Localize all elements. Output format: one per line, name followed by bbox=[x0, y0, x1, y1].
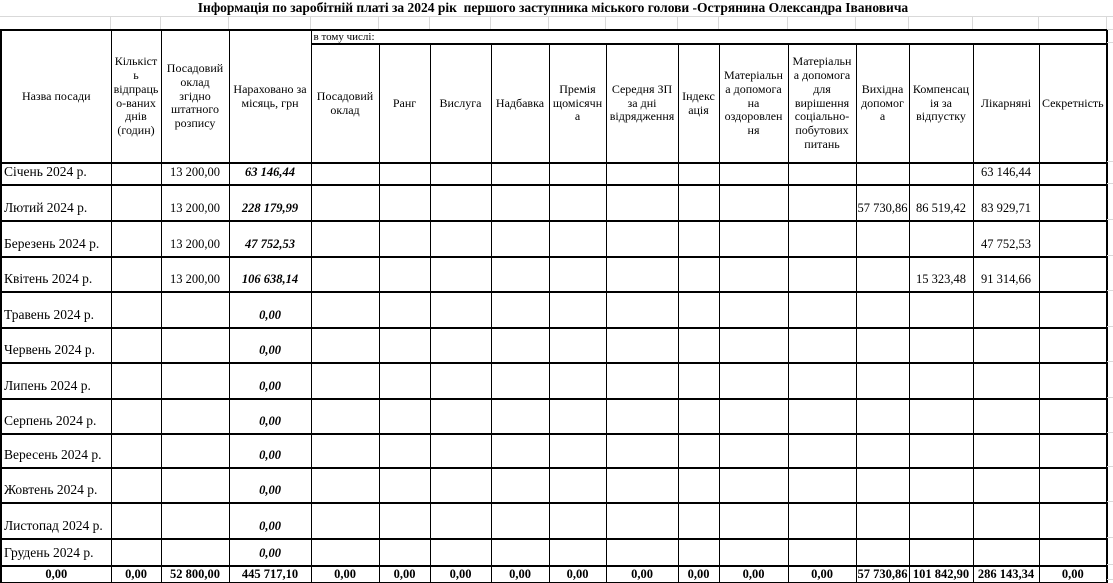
cell-official-salary bbox=[311, 503, 379, 539]
cell-social-aid bbox=[788, 399, 856, 434]
column-header-sick-pay: Лікарняні bbox=[973, 44, 1039, 163]
totals-cell-avg-trip-pay: 0,00 bbox=[606, 566, 678, 583]
cell-indexation bbox=[678, 328, 719, 363]
cell-secrecy bbox=[1039, 185, 1107, 221]
cell-severance bbox=[856, 539, 909, 566]
cell-avg-trip-pay bbox=[606, 399, 678, 434]
row-label-month: Листопад 2024 р. bbox=[1, 503, 111, 539]
cell-days bbox=[111, 163, 161, 185]
cell-days bbox=[111, 503, 161, 539]
cell-sick-pay: 47 752,53 bbox=[973, 221, 1039, 257]
cell-rank bbox=[379, 163, 430, 185]
cell-allowance bbox=[491, 221, 549, 257]
cell-days bbox=[111, 257, 161, 292]
cell-rank bbox=[379, 399, 430, 434]
cell-avg-trip-pay bbox=[606, 539, 678, 566]
cell-avg-trip-pay bbox=[606, 468, 678, 503]
row-label-month: Березень 2024 р. bbox=[1, 221, 111, 257]
cell-rank bbox=[379, 434, 430, 468]
cell-vacation-compensation bbox=[909, 399, 973, 434]
row-label-month: Лютий 2024 р. bbox=[1, 185, 111, 221]
cell-days bbox=[111, 328, 161, 363]
row-label-month: Грудень 2024 р. bbox=[1, 539, 111, 566]
cell-severance bbox=[856, 163, 909, 185]
cell-avg-trip-pay bbox=[606, 434, 678, 468]
column-header-monthly-bonus: Премія щомісячна bbox=[549, 44, 606, 163]
cell-indexation bbox=[678, 468, 719, 503]
cell-indexation bbox=[678, 292, 719, 328]
row-label-month: Вересень 2024 р. bbox=[1, 434, 111, 468]
group-header-including: в тому числі: bbox=[311, 30, 1107, 44]
cell-official-salary bbox=[311, 163, 379, 185]
cell-social-aid bbox=[788, 257, 856, 292]
cell-avg-trip-pay bbox=[606, 292, 678, 328]
cell-rank bbox=[379, 257, 430, 292]
cell-vacation-compensation bbox=[909, 468, 973, 503]
cell-severance bbox=[856, 257, 909, 292]
cell-allowance bbox=[491, 539, 549, 566]
cell-days bbox=[111, 468, 161, 503]
cell-salary-staffing: 13 200,00 bbox=[161, 185, 229, 221]
cell-avg-trip-pay bbox=[606, 257, 678, 292]
cell-seniority bbox=[430, 434, 491, 468]
cell-secrecy bbox=[1039, 399, 1107, 434]
column-header-social-aid: Матеріальна допомога для вирішення соціально-побутових питань bbox=[788, 44, 856, 163]
totals-cell-monthly-bonus: 0,00 bbox=[549, 566, 606, 583]
cell-vacation-compensation bbox=[909, 434, 973, 468]
cell-days bbox=[111, 185, 161, 221]
cell-avg-trip-pay bbox=[606, 185, 678, 221]
gridline bbox=[1107, 42, 1113, 43]
cell-vacation-compensation bbox=[909, 221, 973, 257]
cell-social-aid bbox=[788, 468, 856, 503]
cell-severance bbox=[856, 221, 909, 257]
totals-label-cell: 0,00 bbox=[1, 566, 111, 583]
cell-seniority bbox=[430, 399, 491, 434]
cell-secrecy bbox=[1039, 328, 1107, 363]
cell-vacation-compensation: 15 323,48 bbox=[909, 257, 973, 292]
totals-cell-severance: 57 730,86 bbox=[856, 566, 909, 583]
cell-secrecy bbox=[1039, 468, 1107, 503]
cell-monthly-bonus bbox=[549, 328, 606, 363]
cell-avg-trip-pay bbox=[606, 221, 678, 257]
table-row-4 bbox=[1, 257, 1107, 292]
cell-salary-staffing bbox=[161, 434, 229, 468]
table-row-12 bbox=[1, 539, 1107, 566]
totals-cell-allowance: 0,00 bbox=[491, 566, 549, 583]
cell-official-salary bbox=[311, 434, 379, 468]
cell-salary-staffing: 13 200,00 bbox=[161, 257, 229, 292]
cell-health-aid bbox=[719, 503, 788, 539]
cell-sick-pay bbox=[973, 363, 1039, 399]
cell-vacation-compensation bbox=[909, 363, 973, 399]
cell-allowance bbox=[491, 434, 549, 468]
cell-days bbox=[111, 363, 161, 399]
cell-accrued: 0,00 bbox=[229, 328, 311, 363]
column-header-rank: Ранг bbox=[379, 44, 430, 163]
cell-health-aid bbox=[719, 292, 788, 328]
cell-indexation bbox=[678, 221, 719, 257]
cell-allowance bbox=[491, 292, 549, 328]
cell-vacation-compensation bbox=[909, 503, 973, 539]
cell-avg-trip-pay bbox=[606, 363, 678, 399]
row-label-month: Січень 2024 р. bbox=[1, 163, 111, 185]
column-header-seniority: Вислуга bbox=[430, 44, 491, 163]
cell-accrued: 0,00 bbox=[229, 363, 311, 399]
cell-severance bbox=[856, 468, 909, 503]
totals-cell-sick-pay: 286 143,34 bbox=[973, 566, 1039, 583]
column-header-secrecy: Секретність bbox=[1039, 44, 1107, 163]
cell-social-aid bbox=[788, 292, 856, 328]
cell-seniority bbox=[430, 221, 491, 257]
cell-allowance bbox=[491, 503, 549, 539]
cell-indexation bbox=[678, 399, 719, 434]
totals-cell-secrecy: 0,00 bbox=[1039, 566, 1107, 583]
totals-cell-seniority: 0,00 bbox=[430, 566, 491, 583]
cell-accrued: 0,00 bbox=[229, 468, 311, 503]
cell-seniority bbox=[430, 468, 491, 503]
cell-salary-staffing bbox=[161, 539, 229, 566]
cell-monthly-bonus bbox=[549, 257, 606, 292]
cell-severance bbox=[856, 328, 909, 363]
gridline bbox=[1107, 537, 1113, 538]
gridline bbox=[1107, 161, 1113, 162]
cell-days bbox=[111, 539, 161, 566]
cell-seniority bbox=[430, 539, 491, 566]
cell-monthly-bonus bbox=[549, 539, 606, 566]
totals-cell-salary-staffing: 52 800,00 bbox=[161, 566, 229, 583]
cell-sick-pay bbox=[973, 468, 1039, 503]
cell-salary-staffing bbox=[161, 399, 229, 434]
cell-health-aid bbox=[719, 434, 788, 468]
cell-indexation bbox=[678, 539, 719, 566]
cell-avg-trip-pay bbox=[606, 503, 678, 539]
cell-social-aid bbox=[788, 434, 856, 468]
cell-health-aid bbox=[719, 328, 788, 363]
totals-cell-vacation-compensation: 101 842,90 bbox=[909, 566, 973, 583]
cell-accrued: 63 146,44 bbox=[229, 163, 311, 185]
cell-accrued: 47 752,53 bbox=[229, 221, 311, 257]
cell-days bbox=[111, 434, 161, 468]
salary-table bbox=[0, 29, 1108, 583]
cell-official-salary bbox=[311, 468, 379, 503]
cell-health-aid bbox=[719, 363, 788, 399]
cell-seniority bbox=[430, 328, 491, 363]
row-label-month: Серпень 2024 р. bbox=[1, 399, 111, 434]
cell-indexation bbox=[678, 257, 719, 292]
column-header-days-worked: Кількість відпрацьо-ваних днів (годин) bbox=[111, 30, 161, 163]
cell-seniority bbox=[430, 163, 491, 185]
cell-monthly-bonus bbox=[549, 468, 606, 503]
cell-severance bbox=[856, 503, 909, 539]
cell-health-aid bbox=[719, 257, 788, 292]
column-header-vacation-compensation: Компенсація за відпустку bbox=[909, 44, 973, 163]
cell-vacation-compensation: 86 519,42 bbox=[909, 185, 973, 221]
gridline bbox=[1107, 397, 1113, 398]
cell-monthly-bonus bbox=[549, 221, 606, 257]
cell-allowance bbox=[491, 363, 549, 399]
cell-salary-staffing bbox=[161, 363, 229, 399]
cell-seniority bbox=[430, 292, 491, 328]
cell-health-aid bbox=[719, 185, 788, 221]
cell-rank bbox=[379, 328, 430, 363]
totals-cell-days: 0,00 bbox=[111, 566, 161, 583]
totals-cell-social-aid: 0,00 bbox=[788, 566, 856, 583]
cell-social-aid bbox=[788, 539, 856, 566]
cell-accrued: 0,00 bbox=[229, 434, 311, 468]
cell-official-salary bbox=[311, 292, 379, 328]
cell-social-aid bbox=[788, 503, 856, 539]
cell-seniority bbox=[430, 185, 491, 221]
cell-rank bbox=[379, 363, 430, 399]
column-header-position: Назва посади bbox=[1, 30, 111, 163]
cell-official-salary bbox=[311, 185, 379, 221]
row-label-month: Квітень 2024 р. bbox=[1, 257, 111, 292]
cell-sick-pay bbox=[973, 328, 1039, 363]
cell-severance: 57 730,86 bbox=[856, 185, 909, 221]
gridline bbox=[1107, 564, 1113, 565]
cell-social-aid bbox=[788, 163, 856, 185]
cell-vacation-compensation bbox=[909, 328, 973, 363]
cell-secrecy bbox=[1039, 539, 1107, 566]
table-row-7 bbox=[1, 363, 1107, 399]
totals-cell-rank: 0,00 bbox=[379, 566, 430, 583]
cell-indexation bbox=[678, 363, 719, 399]
cell-seniority bbox=[430, 503, 491, 539]
gridline bbox=[1107, 219, 1113, 220]
column-header-health-aid: Матеріальна допомога на оздоровлення bbox=[719, 44, 788, 163]
gridline bbox=[1107, 255, 1113, 256]
cell-salary-staffing: 13 200,00 bbox=[161, 221, 229, 257]
cell-accrued: 0,00 bbox=[229, 399, 311, 434]
column-header-accrued-month: Нараховано за місяць, грн bbox=[229, 30, 311, 163]
cell-secrecy bbox=[1039, 257, 1107, 292]
column-header-allowance: Надбавка bbox=[491, 44, 549, 163]
table-row-3 bbox=[1, 221, 1107, 257]
cell-seniority bbox=[430, 257, 491, 292]
column-header-severance-pay: Вихідна допомога bbox=[856, 44, 909, 163]
cell-monthly-bonus bbox=[549, 292, 606, 328]
column-header-indexation: Індексація bbox=[678, 44, 719, 163]
cell-social-aid bbox=[788, 328, 856, 363]
cell-vacation-compensation bbox=[909, 163, 973, 185]
cell-sick-pay bbox=[973, 503, 1039, 539]
cell-rank bbox=[379, 539, 430, 566]
cell-rank bbox=[379, 221, 430, 257]
column-header-avg-pay-business-trips: Середня ЗП за дні відрядження bbox=[606, 44, 678, 163]
column-header-salary-staffing: Посадовий оклад згідно штатного розпису bbox=[161, 30, 229, 163]
cell-severance bbox=[856, 292, 909, 328]
cell-indexation bbox=[678, 163, 719, 185]
gridline bbox=[1107, 466, 1113, 467]
cell-secrecy bbox=[1039, 292, 1107, 328]
cell-salary-staffing bbox=[161, 292, 229, 328]
cell-allowance bbox=[491, 163, 549, 185]
cell-allowance bbox=[491, 185, 549, 221]
cell-severance bbox=[856, 363, 909, 399]
row-label-month: Жовтень 2024 р. bbox=[1, 468, 111, 503]
totals-cell-official-salary: 0,00 bbox=[311, 566, 379, 583]
cell-salary-staffing bbox=[161, 503, 229, 539]
cell-rank bbox=[379, 292, 430, 328]
cell-accrued: 0,00 bbox=[229, 292, 311, 328]
cell-monthly-bonus bbox=[549, 399, 606, 434]
cell-health-aid bbox=[719, 468, 788, 503]
cell-avg-trip-pay bbox=[606, 163, 678, 185]
cell-official-salary bbox=[311, 399, 379, 434]
cell-days bbox=[111, 399, 161, 434]
cell-rank bbox=[379, 468, 430, 503]
column-header-official-salary: Посадовий оклад bbox=[311, 44, 379, 163]
cell-official-salary bbox=[311, 221, 379, 257]
cell-salary-staffing bbox=[161, 328, 229, 363]
gridline bbox=[1107, 29, 1113, 30]
cell-indexation bbox=[678, 185, 719, 221]
cell-avg-trip-pay bbox=[606, 328, 678, 363]
cell-salary-staffing: 13 200,00 bbox=[161, 163, 229, 185]
gridline bbox=[1107, 290, 1113, 291]
table-row-2 bbox=[1, 185, 1107, 221]
cell-official-salary bbox=[311, 328, 379, 363]
cell-monthly-bonus bbox=[549, 363, 606, 399]
cell-rank bbox=[379, 503, 430, 539]
totals-cell-indexation: 0,00 bbox=[678, 566, 719, 583]
cell-rank bbox=[379, 185, 430, 221]
gridline bbox=[1107, 432, 1113, 433]
cell-secrecy bbox=[1039, 434, 1107, 468]
cell-official-salary bbox=[311, 363, 379, 399]
table-row-8 bbox=[1, 399, 1107, 434]
page-title: Інформація по заробітній платі за 2024 рік першого заступника міського голови -Острянина Олександра Івановича bbox=[197, 0, 909, 15]
cell-monthly-bonus bbox=[549, 163, 606, 185]
gridline bbox=[1107, 361, 1113, 362]
cell-accrued: 0,00 bbox=[229, 503, 311, 539]
cell-secrecy bbox=[1039, 221, 1107, 257]
cell-social-aid bbox=[788, 185, 856, 221]
background-gridlines bbox=[0, 16, 1113, 30]
cell-allowance bbox=[491, 328, 549, 363]
cell-secrecy bbox=[1039, 163, 1107, 185]
row-label-month: Червень 2024 р. bbox=[1, 328, 111, 363]
cell-allowance bbox=[491, 399, 549, 434]
cell-official-salary bbox=[311, 257, 379, 292]
cell-sick-pay bbox=[973, 434, 1039, 468]
cell-severance bbox=[856, 434, 909, 468]
cell-salary-staffing bbox=[161, 468, 229, 503]
cell-monthly-bonus bbox=[549, 185, 606, 221]
gridline bbox=[1107, 501, 1113, 502]
cell-sick-pay bbox=[973, 539, 1039, 566]
table-row-11 bbox=[1, 503, 1107, 539]
cell-health-aid bbox=[719, 399, 788, 434]
gridline bbox=[1107, 579, 1113, 580]
cell-secrecy bbox=[1039, 503, 1107, 539]
cell-accrued: 228 179,99 bbox=[229, 185, 311, 221]
cell-seniority bbox=[430, 363, 491, 399]
totals-cell-accrued: 445 717,10 bbox=[229, 566, 311, 583]
cell-allowance bbox=[491, 468, 549, 503]
cell-social-aid bbox=[788, 363, 856, 399]
cell-severance bbox=[856, 399, 909, 434]
cell-monthly-bonus bbox=[549, 434, 606, 468]
row-label-month: Травень 2024 р. bbox=[1, 292, 111, 328]
table-row-1 bbox=[1, 163, 1107, 185]
cell-accrued: 106 638,14 bbox=[229, 257, 311, 292]
row-label-month: Липень 2024 р. bbox=[1, 363, 111, 399]
cell-sick-pay: 83 929,71 bbox=[973, 185, 1039, 221]
gridline bbox=[1107, 183, 1113, 184]
cell-sick-pay bbox=[973, 399, 1039, 434]
cell-vacation-compensation bbox=[909, 292, 973, 328]
table-row-5 bbox=[1, 292, 1107, 328]
cell-days bbox=[111, 292, 161, 328]
cell-sick-pay bbox=[973, 292, 1039, 328]
cell-monthly-bonus bbox=[549, 503, 606, 539]
cell-sick-pay: 63 146,44 bbox=[973, 163, 1039, 185]
cell-health-aid bbox=[719, 163, 788, 185]
gridline bbox=[1107, 326, 1113, 327]
cell-sick-pay: 91 314,66 bbox=[973, 257, 1039, 292]
cell-accrued: 0,00 bbox=[229, 539, 311, 566]
cell-days bbox=[111, 221, 161, 257]
cell-health-aid bbox=[719, 221, 788, 257]
cell-secrecy bbox=[1039, 363, 1107, 399]
cell-official-salary bbox=[311, 539, 379, 566]
table-row-10 bbox=[1, 468, 1107, 503]
totals-row bbox=[1, 566, 1107, 583]
cell-social-aid bbox=[788, 221, 856, 257]
table-row-6 bbox=[1, 328, 1107, 363]
cell-allowance bbox=[491, 257, 549, 292]
cell-indexation bbox=[678, 434, 719, 468]
table-row-9 bbox=[1, 434, 1107, 468]
cell-indexation bbox=[678, 503, 719, 539]
cell-vacation-compensation bbox=[909, 539, 973, 566]
totals-cell-health-aid: 0,00 bbox=[719, 566, 788, 583]
cell-health-aid bbox=[719, 539, 788, 566]
